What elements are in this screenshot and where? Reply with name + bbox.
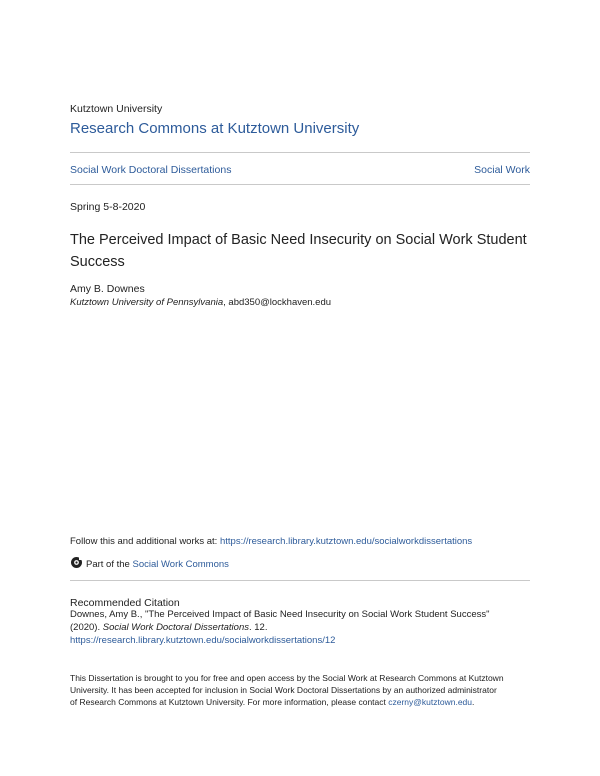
citation-line-2 xyxy=(70,622,268,633)
author-affiliation xyxy=(70,297,331,308)
collection-link-dissertations[interactable]: Social Work Doctoral Dissertations xyxy=(70,164,232,176)
footer-line-3 xyxy=(70,697,474,707)
author-email: , abd350@lockhaven.edu xyxy=(223,297,332,308)
citation-url-link[interactable]: https://research.library.kutztown.edu/socialworkdissertations/12 xyxy=(70,635,336,646)
citation-heading: Recommended Citation xyxy=(70,597,180,609)
affiliation-name: Kutztown University of Pennsylvania xyxy=(70,297,224,308)
social-work-commons-link[interactable]: Social Work Commons xyxy=(132,558,229,570)
document-title: The Perceived Impact of Basic Need Insecurity on Social Work Student Success xyxy=(70,232,527,270)
repository-title-link[interactable]: Research Commons at Kutztown University xyxy=(70,120,360,137)
citation-number: . 12. xyxy=(249,622,268,633)
divider xyxy=(70,184,530,185)
footer-line-1: This Dissertation is brought to you for free and open access by the Social Work at Research Commons at Kutztown xyxy=(70,673,504,683)
divider xyxy=(70,580,530,581)
citation-line-1: Downes, Amy B., "The Perceived Impact of Basic Need Insecurity on Social Work Student Success" xyxy=(70,609,490,620)
footer-line-3-text: of Research Commons at Kutztown University. For more information, please contact xyxy=(70,697,389,707)
footer-period: . xyxy=(472,697,475,707)
part-of-prefix: Part of the xyxy=(86,558,133,570)
follow-url-link[interactable]: https://research.library.kutztown.edu/socialworkdissertations xyxy=(219,536,473,547)
follow-prefix: Follow this and additional works at: xyxy=(70,536,220,547)
author-name: Amy B. Downes xyxy=(70,283,145,295)
follow-line xyxy=(70,536,472,547)
commons-network-icon xyxy=(70,556,86,572)
collection-link-social-work[interactable]: Social Work xyxy=(474,164,530,176)
footer-line-2: University. It has been accepted for inclusion in Social Work Doctoral Dissertations by an authorized administrator xyxy=(70,685,497,695)
divider xyxy=(70,152,530,153)
part-of-line xyxy=(70,556,229,572)
citation-year: (2020). xyxy=(70,622,103,633)
institution-name: Kutztown University xyxy=(70,103,163,115)
publication-date: Spring 5-8-2020 xyxy=(70,201,146,213)
contact-email-link[interactable]: czerny@kutztown.edu xyxy=(388,697,473,707)
citation-series: Social Work Doctoral Dissertations xyxy=(102,622,249,633)
